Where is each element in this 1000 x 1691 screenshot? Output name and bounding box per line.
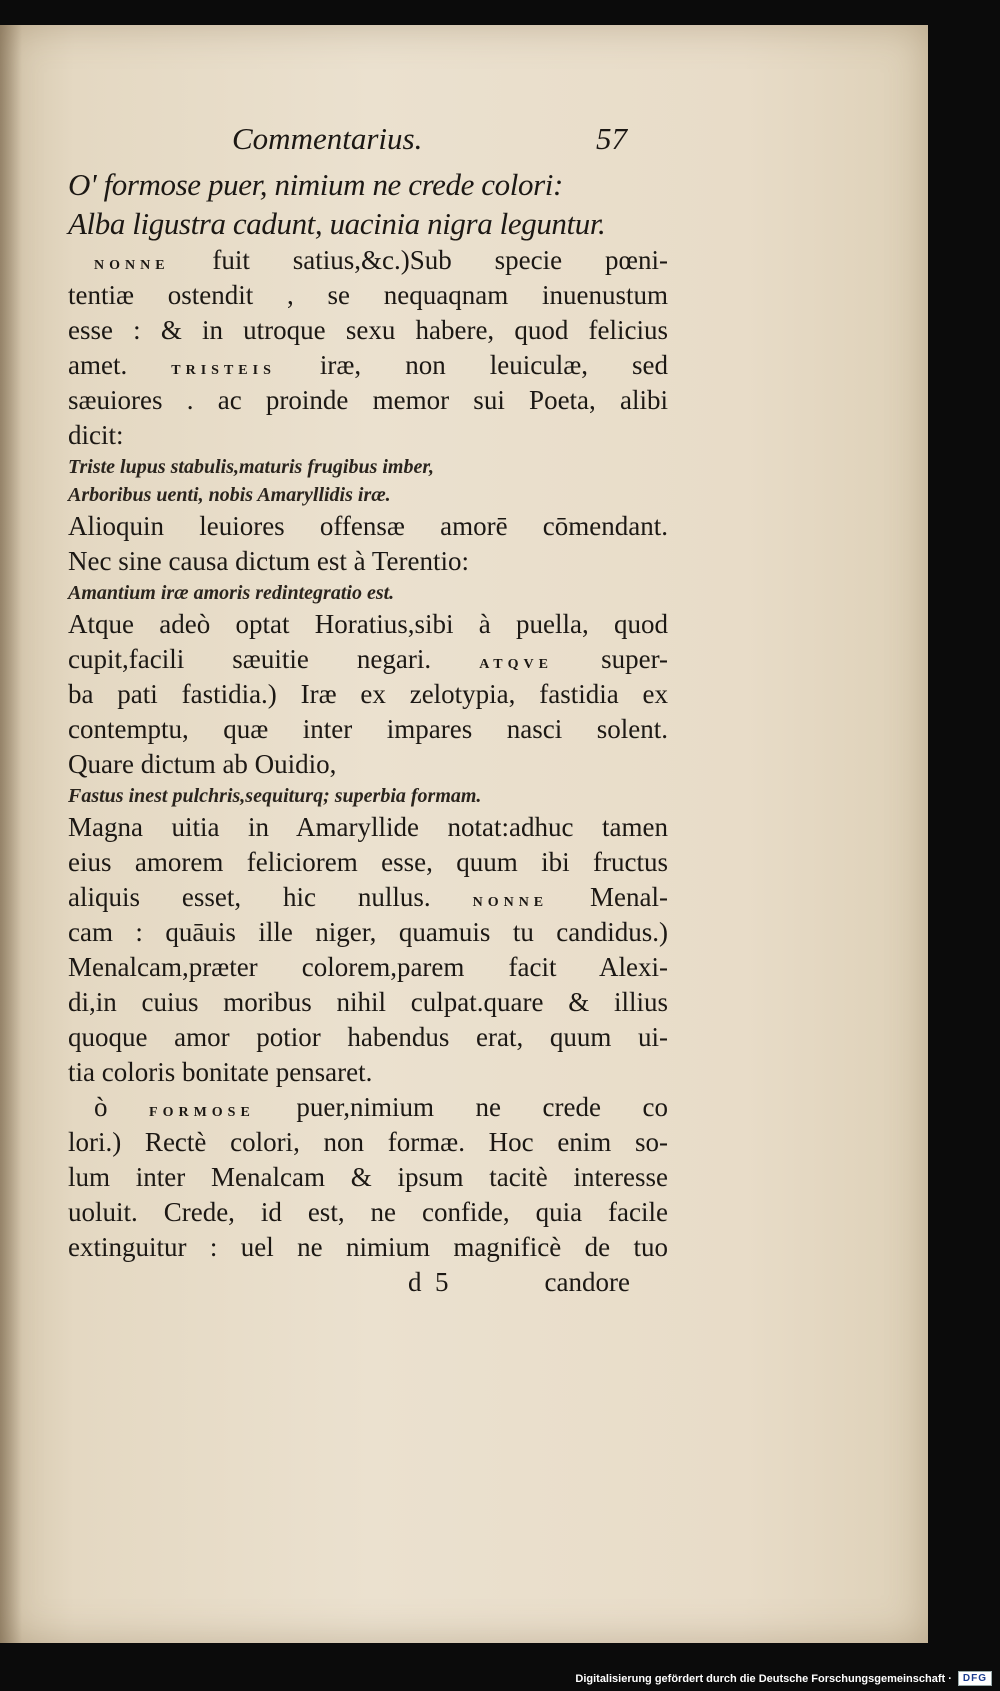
para1-line-4: amet. TRISTEIS iræ, non leuiculæ, sed <box>68 350 668 380</box>
para1-line-1: NONNE fuit satius,&c.)Sub specie pœni- <box>94 245 668 275</box>
para5-line-4: uoluit. Crede, id est, ne confide, quia facile <box>68 1197 668 1227</box>
lemma-nonne: NONNE <box>94 258 170 273</box>
para3-line-2: cupit,facili sæuitie negari. ATQVE super- <box>68 644 669 674</box>
credit-text: Digitalisierung gefördert durch die Deutsche Forschungsgemeinschaft · <box>575 1672 952 1685</box>
para3-line-4: contemptu, quæ inter impares nasci solent. <box>68 714 668 744</box>
para1-line-6: dicit: <box>68 420 124 450</box>
para4-line-5: Menalcam,præter colorem,parem facit Alexi- <box>68 952 668 982</box>
lemma-atque: ATQVE <box>479 657 553 672</box>
text-block <box>68 113 668 1300</box>
digitization-credit <box>575 1671 992 1686</box>
para3-line-1: Atque adeò optat Horatius,sibi à puella, quod <box>68 609 668 639</box>
quote3-line: Fastus inest pulchris,sequiturq; superbia formam. <box>68 785 482 807</box>
running-title: Commentarius. <box>232 121 423 156</box>
para5-line-5: extinguitur : uel ne nimium magnificè de tuo <box>68 1232 668 1262</box>
para1-line-3: esse : & in utroque sexu habere, quod felicius <box>68 315 668 345</box>
para4-line-8: tia coloris bonitate pensaret. <box>68 1057 373 1087</box>
lemma-formose: FORMOSE <box>149 1105 255 1120</box>
book-page <box>0 25 928 1643</box>
para2-line-1: Alioquin leuiores offensæ amorē cōmendant. <box>68 511 668 541</box>
para1-line-5: sæuiores . ac proinde memor sui Poeta, alibi <box>68 385 668 415</box>
verse-line-1: O' formose puer, nimium ne crede colori: <box>68 167 563 202</box>
running-head <box>232 113 627 165</box>
para5-line-1: ò FORMOSE puer,nimium ne crede co <box>94 1092 668 1122</box>
para4-line-4: cam : quāuis ille niger, quamuis tu candidus.) <box>68 917 668 947</box>
lemma-tristeis: TRISTEIS <box>171 363 276 378</box>
quote1-line-1: Triste lupus stabulis,maturis frugibus imber, <box>68 456 435 478</box>
para4-line-1: Magna uitia in Amaryllide notat:adhuc tamen <box>68 812 668 842</box>
para1-line-2: tentiæ ostendit , se nequaqnam inuenustum <box>68 280 668 310</box>
verse-line-2: Alba ligustra cadunt, uacinia nigra leguntur. <box>68 206 606 241</box>
para4-line-7: quoque amor potior habendus erat, quum ui- <box>68 1022 668 1052</box>
para3-line-3: ba pati fastidia.) Iræ ex zelotypia, fastidia ex <box>68 679 668 709</box>
quote1-line-2: Arboribus uenti, nobis Amaryllidis iræ. <box>68 484 391 506</box>
para3-line-5: Quare dictum ab Ouidio, <box>68 749 337 779</box>
para5-line-2: lori.) Rectè colori, non formæ. Hoc enim so- <box>68 1127 668 1157</box>
para4-line-3: aliquis esset, hic nullus. NONNE Menal- <box>68 882 669 912</box>
para4-line-2: eius amorem feliciorem esse, quum ibi fructus <box>68 847 668 877</box>
page-number: 57 <box>596 121 627 156</box>
signature-mark: d 5 <box>408 1267 449 1297</box>
para4-line-6: di,in cuius moribus nihil culpat.quare & illius <box>68 987 668 1017</box>
dfg-logo: DFG <box>958 1671 992 1686</box>
catchword: candore <box>544 1267 630 1297</box>
lemma-nonne-2: NONNE <box>472 895 549 910</box>
para5-line-3: lum inter Menalcam & ipsum tacitè interesse <box>68 1162 668 1192</box>
para2-line-2: Nec sine causa dictum est à Terentio: <box>68 546 469 576</box>
catchline <box>408 1265 630 1300</box>
quote2-line: Amantium iræ amoris redintegratio est. <box>68 582 395 604</box>
